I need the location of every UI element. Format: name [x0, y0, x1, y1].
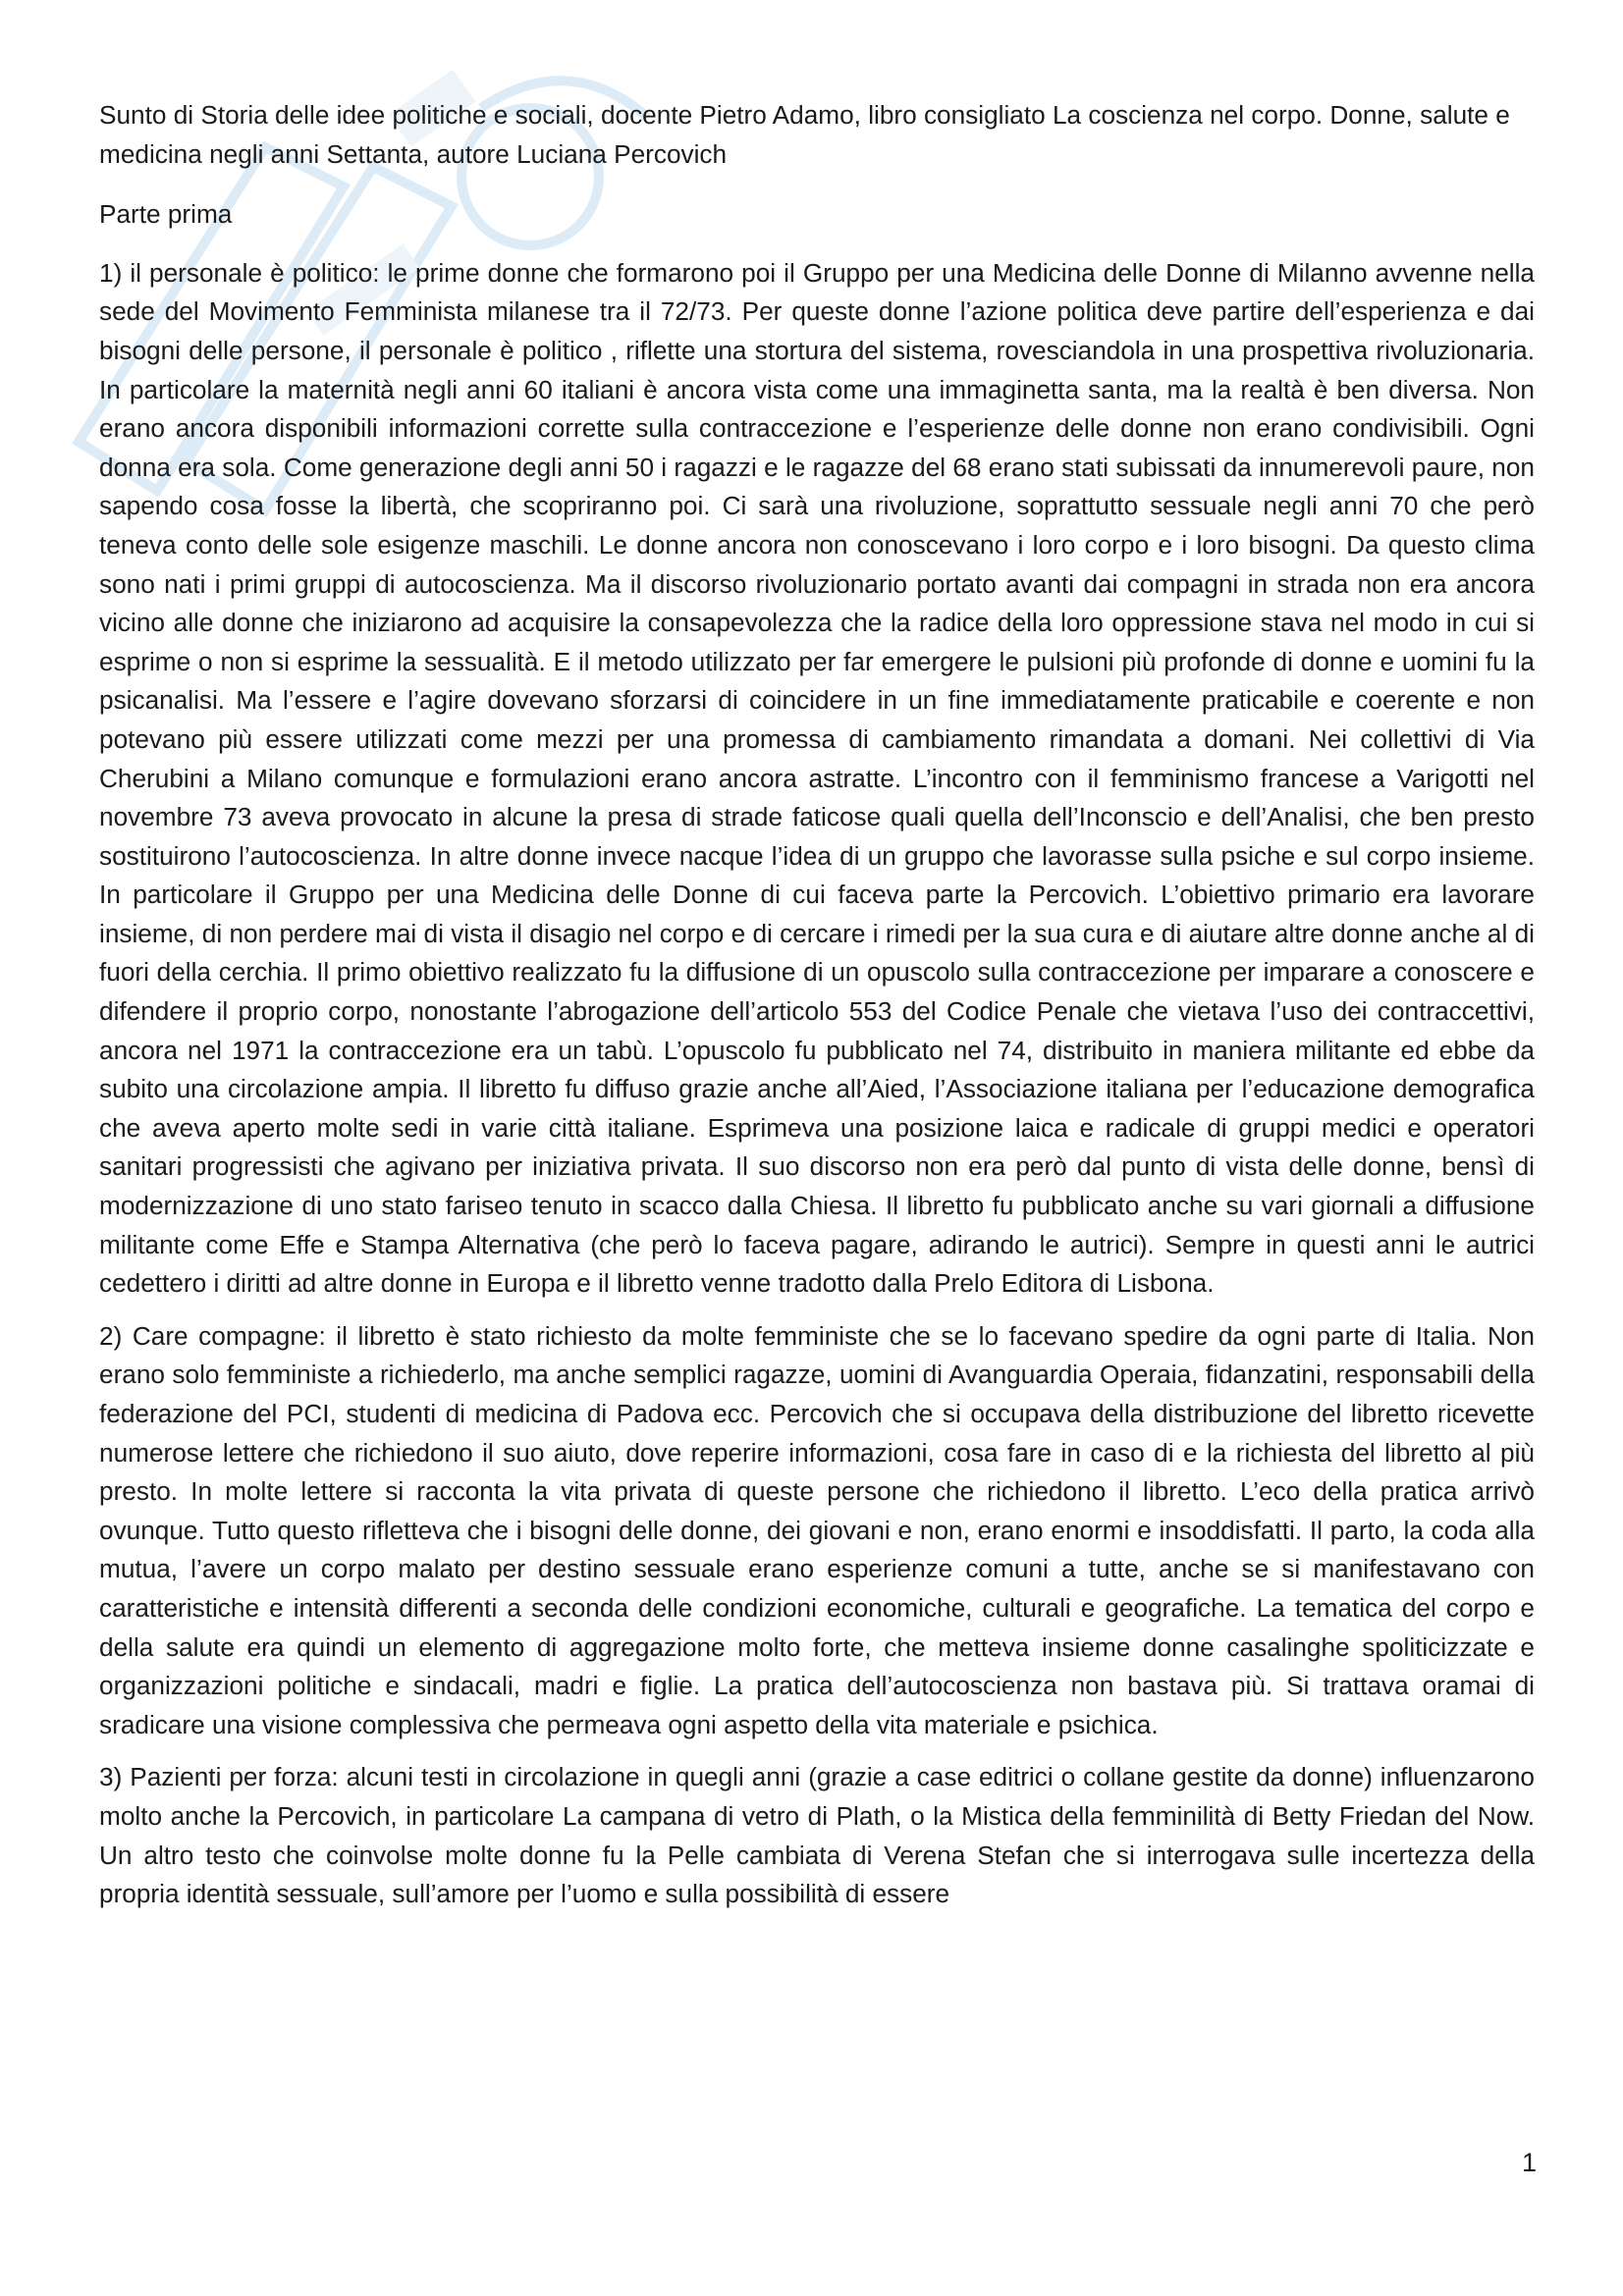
paragraph-3: 3) Pazienti per forza: alcuni testi in circolazione in quegli anni (grazie a case editrici o collane gestite da donne) influenzarono molto anche la Percovich, in particolare La campana di vetro di Plath, o la Mistica della femminilità di Betty Friedan del Now. Un altro testo che coinvolse molte donne fu la Pelle cambiata di Verena Stefan che si interrogava sulle incertezza della propria identità sessuale, sull’amore per l’uomo e sulla possibilità di essere — [99, 1762, 1535, 1909]
paragraph-1: 1) il personale è politico: le prime donne che formarono poi il Gruppo per una Medicina delle Donne di Milanno avvenne nella sede del Movimento Femminista milanese tra il 72/73. Per queste donne l’azione politica deve partire dell’esperienza e dai bisogni delle persone, il personale è politico , riflette una stortura del sistema, rovesciandola in una prospettiva rivoluzionaria. In particolare la maternità negli anni 60 italiani è ancora vista come una immaginetta santa, ma la realtà è ben diversa. Non erano ancora disponibili informazioni corrette sulla contraccezione e l’esperienze delle donne non erano condivisibili. Ogni donna era sola. Come generazione degli anni 50 i ragazzi e le ragazze del 68 erano stati subissati da innumerevoli paure, non sapendo cosa fosse la libertà, che scopriranno poi. Ci sarà una rivoluzione, soprattutto sessuale negli anni 70 che però teneva conto delle sole esigenze maschili. Le donne ancora non conoscevano i loro corpo e i loro bisogni. Da questo clima sono nati i primi gruppi di autocoscienza. Ma il discorso rivoluzionario portato avanti dai compagni in strada non era ancora vicino alle donne che iniziarono ad acquisire la consapevolezza che la radice della loro oppressione stava nel modo in cui si esprime o non si esprime la sessualità. E il metodo utilizzato per far emergere le pulsioni più profonde di donne e uomini fu la psicanalisi. Ma l’essere e l’agire dovevano sforzarsi di coincidere in un fine immediatamente praticabile e coerente e non potevano più essere utilizzati come mezzi per una promessa di cambiamento rimandata a domani. Nei collettivi di Via Cherubini a Milano comunque e formulazioni erano ancora astratte. L’incontro con il femminismo francese a Varigotti nel novembre 73 aveva provocato in alcune la presa di strade faticose quali quella dell’Inconscio e dell’Analisi, che ben presto sostituirono l’autocoscienza. In altre donne invece nacque l’idea di un gruppo che lavorasse sulla psiche e sul corpo insieme. In particolare il Gruppo per una Medicina delle Donne di cui faceva parte la Percovich. L’obiettivo primario era lavorare insieme, di non perdere mai di vista il disagio nel corpo e di cercare i rimedi per la sua cura e di aiutare altre donne anche al di fuori della cerchia. Il primo obiettivo realizzato fu la diffusione di un opuscolo sulla contraccezione per imparare a conoscere e difendere il proprio corpo, nonostante l’abrogazione dell’articolo 553 del Codice Penale che vietava l’uso dei contraccettivi, ancora nel 1971 la contraccezione era un tabù. L’opuscolo fu pubblicato nel 74, distribuito in maniera militante ed ebbe da subito una circolazione ampia. Il libretto fu diffuso grazie anche all’Aied, l’Associazione italiana per l’educazione demografica che aveva aperto molte sedi in varie città italiane. Esprimeva una posizione laica e radicale di gruppi medici e operatori sanitari progressisti che agivano per iniziativa privata. Il suo discorso non era però dal punto di vista delle donne, bensì di modernizzazione di uno stato fariseo tenuto in scacco dalla Chiesa. Il libretto fu pubblicato anche su vari giornali a diffusione militante come Effe e Stampa Alternativa (che però lo faceva pagare, adirando le autrici). Sempre in questi anni le autrici cedettero i diritti ad altre donne in Europa e il libretto venne tradotto dalla Prelo Editora di Lisbona. — [99, 257, 1535, 1299]
part-heading: Parte prima — [99, 199, 233, 230]
document-title: Sunto di Storia delle idee politiche e sociali, docente Pietro Adamo, libro consigliato La coscienza nel corpo. Donne, salute e medicina negli anni Settanta, autore Luciana Percovich — [99, 100, 1510, 169]
page-number: 1 — [1521, 2148, 1537, 2177]
document-body — [99, 96, 1535, 1928]
paragraph-2: 2) Care compagne: il libretto è stato richiesto da molte femministe che se lo facevano spedire da ogni parte di Italia. Non erano solo femministe a richiederlo, ma anche semplici ragazze, uomini di Avanguardia Operaia, fidanzatini, responsabili della federazione del PCI, studenti di medicina di Padova ecc. Percovich che si occupava della distribuzione del libretto ricevette numerose lettere che richiedono il suo aiuto, dove reperire informazioni, cosa fare in caso di e la richiesta del libretto al più presto. In molte lettere si racconta la vita privata di queste persone che richiedono il libretto. L’eco della pratica arrivò ovunque. Tutto questo rifletteva che i bisogni delle donne, dei giovani e non, erano enormi e insoddisfatti. Il parto, la coda alla mutua, l’avere un corpo malato per destino sessuale erano esperienze comuni a tutte, anche se si manifestavano con caratteristiche e intensità differenti a seconda delle condizioni economiche, culturali e geografiche. La tematica del corpo e della salute era quindi un elemento di aggregazione molto forte, che metteva insieme donne casalinghe spoliticizzate e organizzazioni politiche e sindacali, madri e figlie. La pratica dell’autocoscienza non bastava più. Si trattava oramai di sradicare una visione complessiva che permeava ogni aspetto della vita materiale e psichica. — [99, 1320, 1535, 1739]
